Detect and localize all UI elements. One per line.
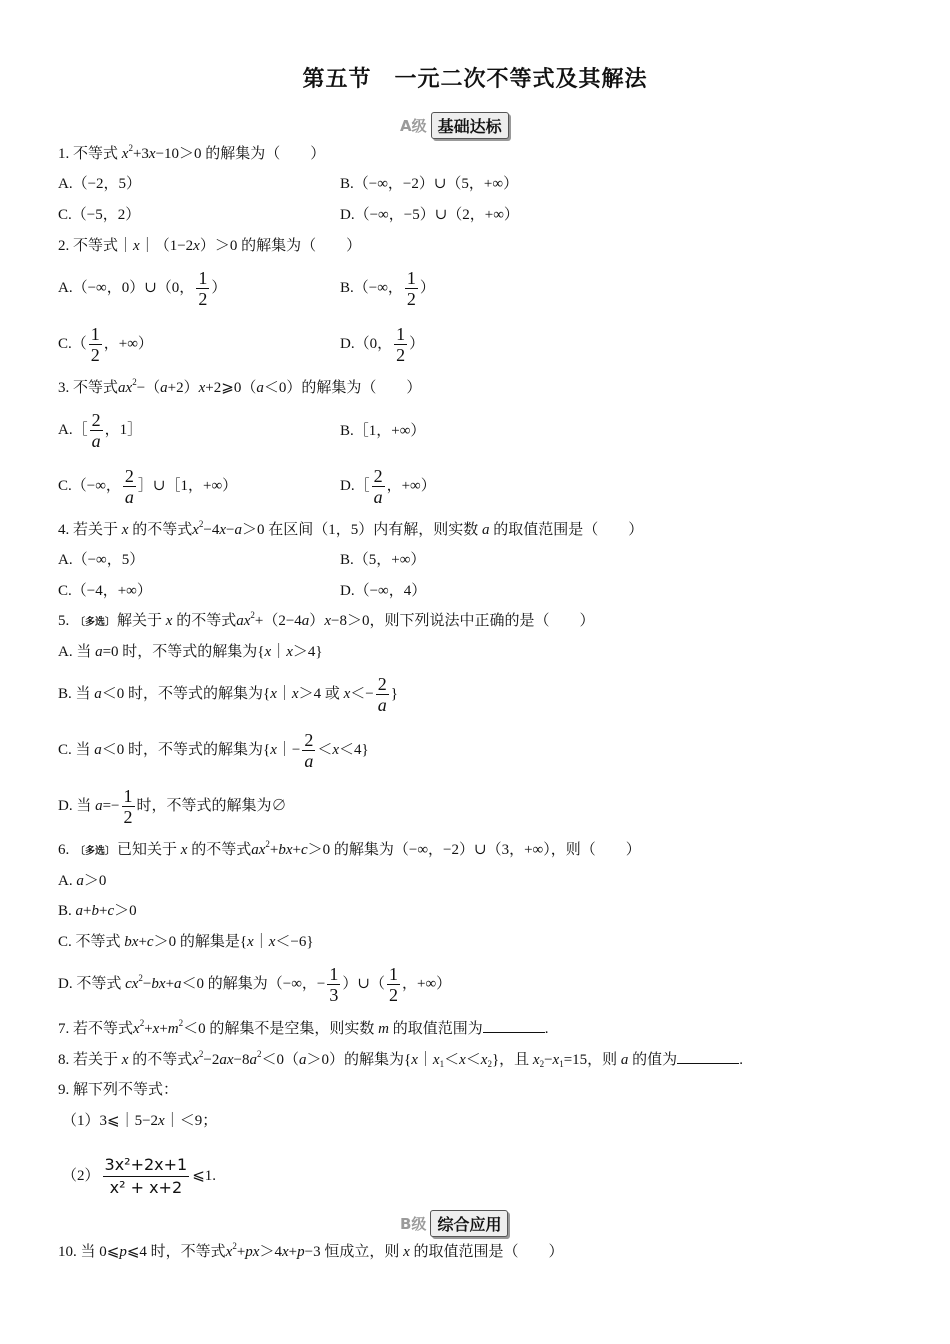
question-10: 10. 当 0⩽p⩽4 时，不等式$x^2+px>4x+p-3$ 恒成立，则 x 的取值范围是（ ） — [58, 1241, 564, 1260]
section-level: B级 — [400, 1214, 427, 1233]
option-4a: A.（−∞，5） — [58, 552, 145, 568]
option-5a: A. 当 a=0 时，不等式的解集为{x｜x＞4} — [58, 644, 323, 660]
option-1b: B.（−∞，−2）∪（5，+∞） — [340, 176, 519, 192]
option-6b: B. a+b+c＞0 — [58, 903, 137, 919]
option-4d: D.（−∞，4） — [340, 583, 427, 599]
section-badge-a — [400, 112, 509, 138]
question-8: 8. 若关于 x 的不等式$x^2-2ax-8a^2<0(a>0)$的解集为$\{x|x_1<x<x_2\}$，且 $x_2-x_1=15$，则 a 的值为 . — [58, 1049, 743, 1069]
option-3c: C.（−∞， $\frac{2}{a}$ ］∪［1，+∞） — [58, 466, 238, 507]
question-6: 6. 〔多选〕 已知关于 x 的不等式$ax^2+bx+c>0$ 的解集为（−∞，−2）∪（3，+∞），则（ ） — [58, 840, 641, 862]
option-3a: A.［ $\frac{2}{a}$ ，1］ — [58, 410, 143, 451]
option-2c: C.（ $\frac{1}{2}$ ，+∞） — [58, 324, 153, 365]
question-3: 3. 不等式$ax^2-(a+2)x+2⩾0(a<0)$的解集为（ ） — [58, 377, 422, 396]
option-3b: B.［1，+∞） — [340, 423, 426, 439]
option-5b: B. 当 a＜0 时，不等式的解集为{x｜x＞4 或 x＜− $\frac{2}{a}$ } — [58, 674, 398, 715]
multi-select-tag: 〔多选〕 — [75, 617, 115, 628]
answer-blank[interactable] — [677, 1049, 739, 1064]
section-name: 综合应用 — [430, 1210, 508, 1237]
option-1d: D.（−∞，−5）∪（2，+∞） — [340, 207, 519, 223]
question-9-part-1: （1）3⩽｜5−2x｜＜9； — [62, 1113, 218, 1129]
option-2a: A.（−∞，0）∪（0， $\frac{1}{2}$ ） — [58, 268, 227, 309]
option-5c: C. 当 a＜0 时，不等式的解集为{x｜− $\frac{2}{a}$ ＜x＜4} — [58, 730, 369, 771]
option-5d: D. 当 a=− $\frac{1}{2}$ 时，不等式的解集为∅ — [58, 786, 287, 827]
page-title: 第五节 一元二次不等式及其解法 — [302, 67, 648, 92]
section-level: A级 — [400, 116, 427, 135]
option-3d: D.［ $\frac{2}{a}$ ，+∞） — [340, 466, 436, 507]
question-2: 2. 不等式｜x｜（1−2x）＞0 的解集为（ ） — [58, 238, 362, 254]
section-name: 基础达标 — [431, 112, 509, 139]
option-4b: B.（5，+∞） — [340, 552, 426, 568]
question-7: 7. 若不等式$x^2+x+m^2<0$ 的解集不是空集，则实数 m 的取值范围为 . — [58, 1018, 549, 1037]
question-5: 5. 〔多选〕 解关于 x 的不等式$ax^2+(2-4a)x-8>0$，则下列说法中正确的是（ ） — [58, 611, 594, 633]
option-4c: C.（−4，+∞） — [58, 583, 152, 599]
option-1a: A.（−2，5） — [58, 176, 142, 192]
question-1: 1. 不等式 $x^2+3x-10>0$ 的解集为（ ） — [58, 143, 326, 162]
option-2b: B.（−∞， $\frac{1}{2}$ ） — [340, 268, 435, 309]
question-4: 4. 若关于 x 的不等式$x^2-4x-a>0$ 在区间（1，5）内有解，则实数 a 的取值范围是（ ） — [58, 519, 644, 538]
option-6c: C. 不等式 bx+c＞0 的解集是{x｜x＜−6} — [58, 934, 314, 950]
option-6a: A. a＞0 — [58, 873, 107, 889]
option-2d: D.（0， $\frac{1}{2}$ ） — [340, 324, 425, 365]
section-badge-b — [400, 1210, 508, 1236]
option-6d: D. 不等式 $cx^2-bx+a<0$ 的解集为（−∞，− $\frac{1}{3}$ ）∪（ $\frac{1}{2}$ ，+∞） — [58, 964, 452, 1005]
question-9: 9. 解下列不等式： — [58, 1082, 179, 1098]
answer-blank[interactable] — [483, 1018, 545, 1033]
multi-select-tag: 〔多选〕 — [75, 846, 115, 857]
option-1c: C.（−5，2） — [58, 207, 141, 223]
question-9-part-2: （2） $\frac{\text{3x²+2x+1}}{\text{x² + x+2}}$ ⩽1. — [62, 1155, 217, 1197]
